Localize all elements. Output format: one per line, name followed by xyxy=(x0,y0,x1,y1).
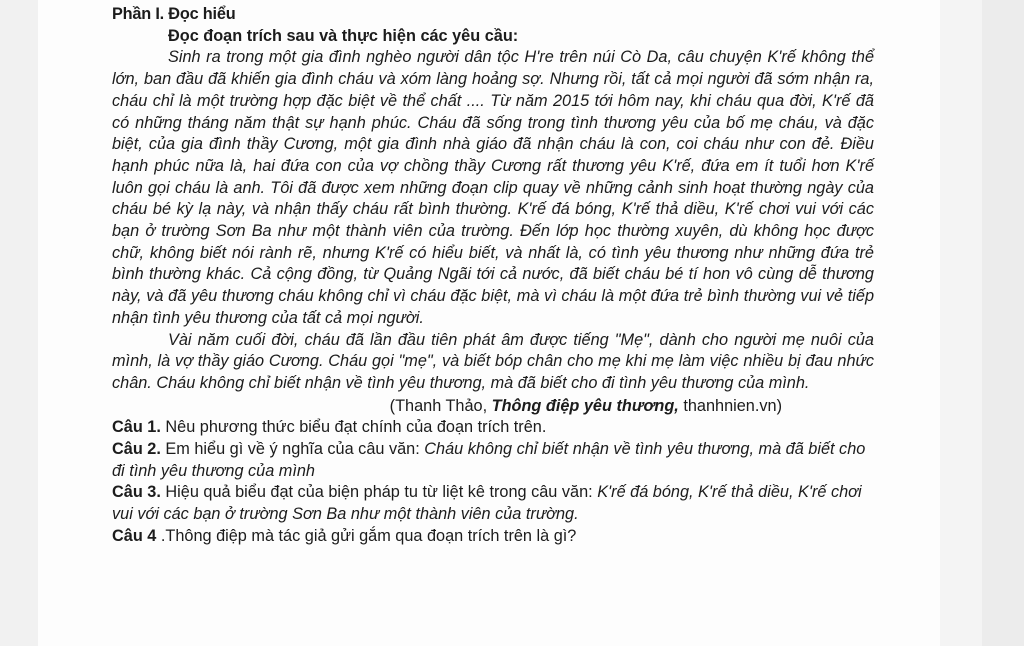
question-text: Hiệu quả biểu đạt của biện pháp tu từ liệt kê trong câu văn: xyxy=(160,483,598,502)
question-label: Câu 2. xyxy=(112,440,161,459)
passage xyxy=(112,47,874,394)
source-site: thanhnien.vn) xyxy=(678,396,782,415)
question-text: Nêu phương thức biểu đạt chính của đoạn trích trên. xyxy=(160,418,547,437)
section-heading: Phần I. Đọc hiểu xyxy=(112,5,236,23)
question-label: Câu 4 xyxy=(112,526,157,545)
source-citation xyxy=(112,396,874,418)
question-text: .Thông điệp mà tác giả gửi gắm qua đoạn trích trên là gì? xyxy=(156,526,577,545)
right-margin xyxy=(940,0,982,646)
instruction-text: Đọc đoạn trích sau và thực hiện các yêu cầu: xyxy=(168,26,519,45)
question-4 xyxy=(112,526,874,548)
question-3 xyxy=(112,482,874,525)
question-text: Em hiểu gì về ý nghĩa của câu văn: xyxy=(160,440,425,459)
question-label: Câu 3. xyxy=(112,483,161,502)
question-2 xyxy=(112,439,874,482)
source-title: Thông điệp yêu thương, xyxy=(491,396,679,415)
question-quote: K'rế đá bóng, K'rế thả diều, K'rế chơi vui với các bạn ở trường Sơn Ba như một thành viên của trường. xyxy=(112,483,862,524)
passage-paragraph-1: Sinh ra trong một gia đình nghèo người dân tộc H're trên núi Cò Da, câu chuyện K'rế không thể lớn, ban đầu đã khiến gia đình cháu và xóm làng hoảng sợ. Nhưng rồi, tất cả mọi người đã sớm nhận ra, cháu chỉ là một trường hợp đặc biệt về thể chất .... Từ năm 2015 tới hôm nay, khi cháu qua đời, K'rế đã có những tháng năm thật sự hạnh phúc. Cháu đã sống trong tình thương yêu của bố mẹ cháu, và đặc biệt, của gia đình thầy Cương, một gia đình nhà giáo đã nhận cháu là con, coi cháu như con đẻ. Điều hạnh phúc nữa là, hai đứa con của vợ chồng thầy Cương rất thương yêu K'rế, đứa em ít tuổi hơn K'rế luôn gọi cháu là anh. Tôi đã được xem những đoạn clip quay về những cảnh sinh hoạt thường ngày của cháu bé kỳ lạ này, và nhận thấy cháu rất bình thường. K'rế đá bóng, K'rế thả diều, K'rế chơi vui với các bạn ở trường Sơn Ba như một thành viên của trường. Đến lớp học thường xuyên, dù không học được chữ, không biết nói rành rẽ, nhưng K'rế có hiểu biết, và nhất là, có tình yêu thương như những đứa trẻ bình thường khác. Cả cộng đồng, từ Quảng Ngãi tới cả nước, đã biết cháu bé tí hon vô cùng dễ thương này, và đã yêu thương cháu không chỉ vì cháu đặc biệt, mà vì cháu là một đứa trẻ bình thường vui vẻ tiếp nhận tình yêu thương của tất cả mọi người. xyxy=(112,48,874,327)
passage-paragraph-2: Vài năm cuối đời, cháu đã lần đầu tiên phát âm được tiếng "Mẹ", dành cho người mẹ nuôi của mình, là vợ thầy giáo Cương. Cháu gọi "mẹ", và biết bóp chân cho mẹ khi mẹ làm việc nhiều bị đau nhức chân. Cháu không chỉ biết nhận về tình yêu thương, mà đã biết cho đi tình yêu thương của mình. xyxy=(112,330,874,392)
left-margin xyxy=(0,0,38,646)
question-quote: Cháu không chỉ biết nhận về tình yêu thương, mà đã biết cho đi tình yêu thương của mình xyxy=(112,440,866,480)
question-1 xyxy=(112,417,874,439)
source-author: (Thanh Thảo, xyxy=(389,396,492,415)
question-label: Câu 1. xyxy=(112,418,161,437)
document-content xyxy=(112,4,874,548)
